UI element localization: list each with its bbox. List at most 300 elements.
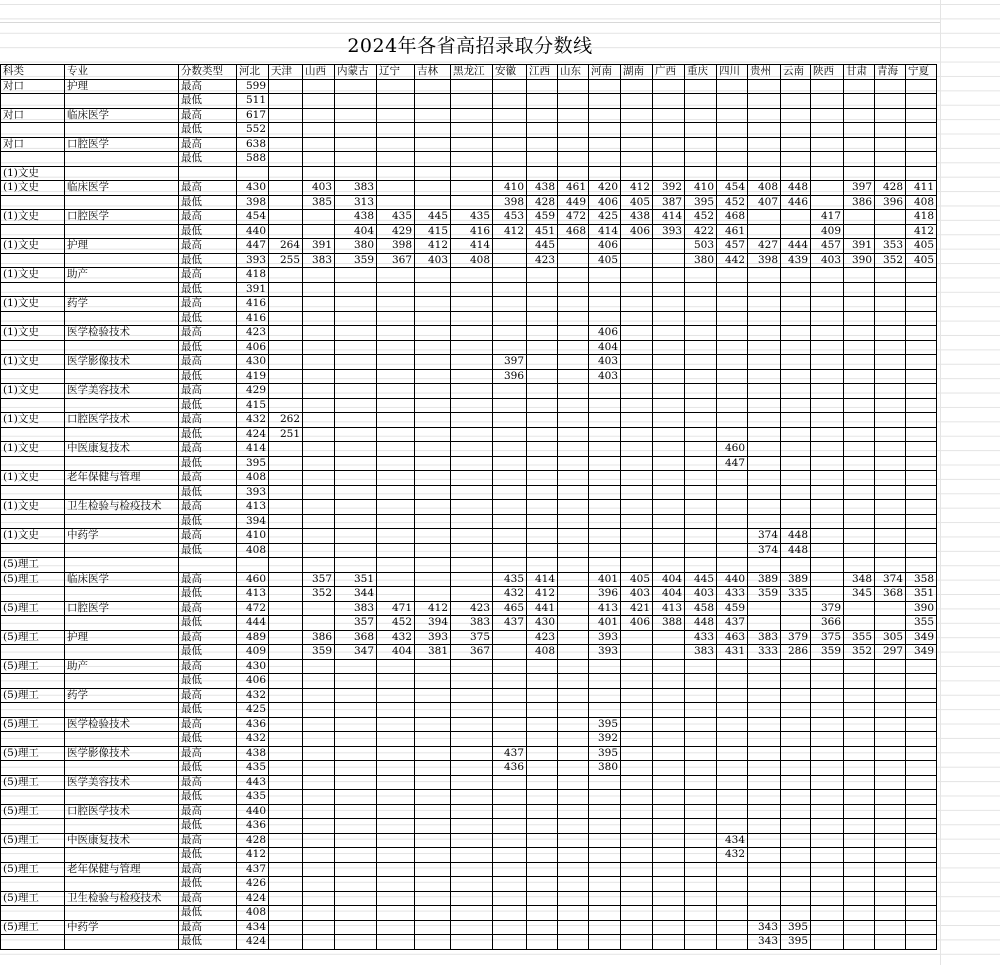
score-cell[interactable]: 394 <box>237 514 269 529</box>
score-cell[interactable] <box>844 500 875 515</box>
score-cell[interactable]: 383 <box>685 645 717 660</box>
score-cell[interactable] <box>377 268 415 283</box>
score-cell[interactable] <box>451 181 493 196</box>
score-cell[interactable] <box>875 282 906 297</box>
score-cell[interactable] <box>451 442 493 457</box>
score-cell[interactable] <box>653 79 685 94</box>
score-cell[interactable]: 472 <box>237 601 269 616</box>
score-cell[interactable] <box>844 688 875 703</box>
score-cell[interactable]: 414 <box>237 442 269 457</box>
score-type-cell[interactable]: 最高 <box>179 471 237 486</box>
score-cell[interactable] <box>781 790 811 805</box>
score-cell[interactable] <box>906 471 937 486</box>
score-cell[interactable]: 392 <box>653 181 685 196</box>
score-cell[interactable] <box>875 935 906 950</box>
score-cell[interactable]: 380 <box>335 239 377 254</box>
score-cell[interactable]: 423 <box>451 601 493 616</box>
category-cell[interactable] <box>1 819 65 834</box>
category-cell[interactable] <box>1 674 65 689</box>
score-cell[interactable]: 412 <box>906 224 937 239</box>
major-cell[interactable] <box>65 616 179 631</box>
score-cell[interactable] <box>269 775 303 790</box>
score-cell[interactable] <box>621 514 653 529</box>
score-cell[interactable] <box>269 877 303 892</box>
score-cell[interactable] <box>303 224 335 239</box>
score-cell[interactable]: 403 <box>811 253 844 268</box>
score-cell[interactable] <box>685 326 717 341</box>
score-cell[interactable]: 404 <box>335 224 377 239</box>
score-cell[interactable] <box>781 616 811 631</box>
score-cell[interactable] <box>589 268 621 283</box>
category-cell[interactable] <box>1 935 65 950</box>
score-cell[interactable]: 406 <box>589 326 621 341</box>
score-cell[interactable] <box>781 485 811 500</box>
score-cell[interactable] <box>685 94 717 109</box>
score-cell[interactable] <box>269 891 303 906</box>
score-cell[interactable] <box>811 297 844 312</box>
score-cell[interactable] <box>811 195 844 210</box>
score-cell[interactable] <box>377 326 415 341</box>
score-cell[interactable] <box>415 166 451 181</box>
score-cell[interactable]: 410 <box>237 529 269 544</box>
score-cell[interactable] <box>844 717 875 732</box>
score-cell[interactable] <box>451 485 493 500</box>
score-cell[interactable] <box>303 427 335 442</box>
score-cell[interactable]: 459 <box>717 601 748 616</box>
score-cell[interactable] <box>653 355 685 370</box>
score-cell[interactable] <box>621 906 653 921</box>
score-cell[interactable]: 442 <box>717 253 748 268</box>
score-cell[interactable] <box>875 427 906 442</box>
category-cell[interactable] <box>1 123 65 138</box>
score-cell[interactable]: 413 <box>653 601 685 616</box>
score-cell[interactable]: 460 <box>237 572 269 587</box>
score-cell[interactable] <box>415 717 451 732</box>
score-cell[interactable] <box>451 137 493 152</box>
score-cell[interactable]: 435 <box>377 210 415 225</box>
score-cell[interactable] <box>558 326 589 341</box>
score-cell[interactable] <box>748 369 781 384</box>
score-cell[interactable]: 390 <box>844 253 875 268</box>
score-cell[interactable] <box>269 326 303 341</box>
score-cell[interactable] <box>621 529 653 544</box>
score-cell[interactable] <box>303 210 335 225</box>
score-cell[interactable]: 408 <box>527 645 558 660</box>
score-cell[interactable] <box>558 297 589 312</box>
score-cell[interactable] <box>685 152 717 167</box>
score-cell[interactable] <box>303 906 335 921</box>
score-cell[interactable] <box>811 456 844 471</box>
score-cell[interactable] <box>558 384 589 399</box>
score-cell[interactable] <box>685 804 717 819</box>
score-cell[interactable] <box>269 311 303 326</box>
score-cell[interactable] <box>811 355 844 370</box>
score-cell[interactable] <box>415 123 451 138</box>
score-cell[interactable] <box>906 166 937 181</box>
score-cell[interactable] <box>558 471 589 486</box>
score-cell[interactable] <box>748 891 781 906</box>
score-cell[interactable]: 392 <box>589 732 621 747</box>
score-cell[interactable] <box>781 848 811 863</box>
score-cell[interactable]: 441 <box>527 601 558 616</box>
score-cell[interactable] <box>493 94 527 109</box>
score-cell[interactable] <box>717 906 748 921</box>
score-cell[interactable] <box>335 674 377 689</box>
score-cell[interactable] <box>653 775 685 790</box>
score-cell[interactable] <box>653 804 685 819</box>
score-cell[interactable]: 313 <box>335 195 377 210</box>
score-cell[interactable] <box>621 935 653 950</box>
score-cell[interactable] <box>906 862 937 877</box>
score-type-cell[interactable]: 最低 <box>179 311 237 326</box>
score-cell[interactable] <box>451 297 493 312</box>
major-cell[interactable] <box>65 732 179 747</box>
score-cell[interactable]: 393 <box>589 645 621 660</box>
score-cell[interactable]: 414 <box>451 239 493 254</box>
score-cell[interactable] <box>303 862 335 877</box>
score-cell[interactable] <box>415 195 451 210</box>
score-cell[interactable] <box>269 442 303 457</box>
score-cell[interactable] <box>717 311 748 326</box>
score-cell[interactable] <box>558 819 589 834</box>
score-cell[interactable] <box>527 108 558 123</box>
score-cell[interactable] <box>589 152 621 167</box>
score-cell[interactable] <box>685 674 717 689</box>
score-cell[interactable]: 408 <box>237 471 269 486</box>
score-cell[interactable] <box>558 398 589 413</box>
score-cell[interactable] <box>717 137 748 152</box>
score-type-cell[interactable]: 最高 <box>179 717 237 732</box>
score-cell[interactable] <box>906 775 937 790</box>
score-cell[interactable] <box>335 920 377 935</box>
score-type-cell[interactable] <box>179 558 237 573</box>
score-cell[interactable] <box>589 935 621 950</box>
major-cell[interactable]: 口腔医学 <box>65 210 179 225</box>
score-type-cell[interactable]: 最高 <box>179 601 237 616</box>
score-cell[interactable] <box>748 862 781 877</box>
score-cell[interactable] <box>303 79 335 94</box>
score-cell[interactable] <box>875 920 906 935</box>
score-cell[interactable] <box>748 166 781 181</box>
score-cell[interactable] <box>493 427 527 442</box>
score-cell[interactable]: 408 <box>748 181 781 196</box>
score-type-cell[interactable]: 最低 <box>179 877 237 892</box>
score-cell[interactable] <box>811 862 844 877</box>
score-cell[interactable]: 436 <box>237 717 269 732</box>
score-cell[interactable] <box>906 94 937 109</box>
score-cell[interactable]: 374 <box>875 572 906 587</box>
score-cell[interactable] <box>451 906 493 921</box>
score-cell[interactable] <box>303 268 335 283</box>
score-cell[interactable] <box>906 717 937 732</box>
score-cell[interactable] <box>621 166 653 181</box>
score-cell[interactable] <box>415 529 451 544</box>
major-cell[interactable] <box>65 703 179 718</box>
score-cell[interactable] <box>377 94 415 109</box>
major-cell[interactable] <box>65 94 179 109</box>
score-cell[interactable] <box>811 500 844 515</box>
score-cell[interactable] <box>335 862 377 877</box>
score-cell[interactable]: 448 <box>685 616 717 631</box>
score-cell[interactable] <box>748 427 781 442</box>
score-cell[interactable] <box>781 891 811 906</box>
score-cell[interactable] <box>335 848 377 863</box>
score-cell[interactable] <box>377 746 415 761</box>
score-cell[interactable] <box>377 732 415 747</box>
score-cell[interactable] <box>303 500 335 515</box>
column-header[interactable]: 贵州 <box>748 65 781 80</box>
score-cell[interactable] <box>415 833 451 848</box>
score-cell[interactable] <box>335 108 377 123</box>
score-cell[interactable] <box>451 833 493 848</box>
score-cell[interactable] <box>906 877 937 892</box>
score-cell[interactable] <box>493 688 527 703</box>
score-type-cell[interactable]: 最高 <box>179 137 237 152</box>
score-cell[interactable]: 588 <box>237 152 269 167</box>
category-cell[interactable]: (1)文史 <box>1 326 65 341</box>
score-cell[interactable] <box>906 413 937 428</box>
score-cell[interactable] <box>589 804 621 819</box>
score-cell[interactable]: 414 <box>653 210 685 225</box>
score-type-cell[interactable]: 最低 <box>179 152 237 167</box>
score-cell[interactable]: 432 <box>493 587 527 602</box>
score-cell[interactable] <box>269 688 303 703</box>
category-cell[interactable]: (1)文史 <box>1 529 65 544</box>
score-cell[interactable]: 398 <box>748 253 781 268</box>
score-cell[interactable] <box>303 485 335 500</box>
score-cell[interactable]: 433 <box>685 630 717 645</box>
score-cell[interactable] <box>653 558 685 573</box>
major-cell[interactable] <box>65 456 179 471</box>
score-cell[interactable]: 430 <box>527 616 558 631</box>
score-cell[interactable] <box>844 659 875 674</box>
score-cell[interactable]: 353 <box>875 239 906 254</box>
score-cell[interactable] <box>269 195 303 210</box>
score-cell[interactable] <box>906 819 937 834</box>
score-cell[interactable] <box>875 166 906 181</box>
score-cell[interactable] <box>493 456 527 471</box>
score-cell[interactable] <box>493 833 527 848</box>
score-cell[interactable]: 423 <box>527 630 558 645</box>
score-cell[interactable] <box>844 456 875 471</box>
score-cell[interactable]: 358 <box>906 572 937 587</box>
score-cell[interactable] <box>748 558 781 573</box>
score-cell[interactable] <box>653 239 685 254</box>
score-cell[interactable] <box>844 326 875 341</box>
category-cell[interactable]: (5)理工 <box>1 688 65 703</box>
score-cell[interactable]: 383 <box>748 630 781 645</box>
score-cell[interactable] <box>717 268 748 283</box>
score-cell[interactable] <box>685 369 717 384</box>
score-cell[interactable]: 404 <box>653 572 685 587</box>
score-cell[interactable] <box>748 833 781 848</box>
score-cell[interactable] <box>303 529 335 544</box>
score-cell[interactable] <box>493 514 527 529</box>
score-cell[interactable] <box>811 848 844 863</box>
score-cell[interactable] <box>653 442 685 457</box>
score-cell[interactable] <box>335 833 377 848</box>
column-header[interactable]: 宁夏 <box>906 65 937 80</box>
score-cell[interactable]: 432 <box>377 630 415 645</box>
score-cell[interactable] <box>621 485 653 500</box>
score-cell[interactable]: 416 <box>451 224 493 239</box>
score-type-cell[interactable]: 最高 <box>179 297 237 312</box>
score-cell[interactable] <box>875 268 906 283</box>
score-cell[interactable]: 413 <box>237 587 269 602</box>
score-cell[interactable] <box>589 500 621 515</box>
score-cell[interactable] <box>906 137 937 152</box>
score-cell[interactable] <box>844 833 875 848</box>
score-cell[interactable] <box>415 848 451 863</box>
score-cell[interactable] <box>269 616 303 631</box>
score-cell[interactable] <box>269 355 303 370</box>
score-cell[interactable]: 355 <box>906 616 937 631</box>
score-type-cell[interactable]: 最低 <box>179 935 237 950</box>
score-cell[interactable] <box>653 630 685 645</box>
score-cell[interactable] <box>335 123 377 138</box>
category-cell[interactable]: (5)理工 <box>1 862 65 877</box>
major-cell[interactable]: 中药学 <box>65 529 179 544</box>
score-cell[interactable] <box>717 166 748 181</box>
score-cell[interactable] <box>748 616 781 631</box>
score-cell[interactable]: 459 <box>527 210 558 225</box>
score-cell[interactable] <box>621 398 653 413</box>
score-cell[interactable] <box>377 108 415 123</box>
score-cell[interactable] <box>621 877 653 892</box>
score-cell[interactable] <box>717 326 748 341</box>
score-cell[interactable] <box>377 833 415 848</box>
score-cell[interactable] <box>621 471 653 486</box>
score-cell[interactable] <box>844 935 875 950</box>
score-cell[interactable] <box>748 775 781 790</box>
score-cell[interactable] <box>269 746 303 761</box>
score-cell[interactable] <box>717 558 748 573</box>
score-cell[interactable] <box>377 674 415 689</box>
score-cell[interactable] <box>685 442 717 457</box>
score-cell[interactable]: 460 <box>717 442 748 457</box>
score-cell[interactable] <box>875 616 906 631</box>
score-cell[interactable] <box>844 761 875 776</box>
score-cell[interactable] <box>621 384 653 399</box>
score-cell[interactable] <box>493 239 527 254</box>
score-cell[interactable] <box>844 485 875 500</box>
score-cell[interactable] <box>589 703 621 718</box>
category-cell[interactable]: (1)文史 <box>1 442 65 457</box>
score-cell[interactable] <box>527 152 558 167</box>
score-cell[interactable]: 445 <box>527 239 558 254</box>
score-cell[interactable]: 251 <box>269 427 303 442</box>
score-cell[interactable] <box>589 529 621 544</box>
category-cell[interactable]: (5)理工 <box>1 572 65 587</box>
score-cell[interactable] <box>415 94 451 109</box>
category-cell[interactable]: (1)文史 <box>1 500 65 515</box>
score-cell[interactable] <box>844 804 875 819</box>
score-cell[interactable]: 463 <box>717 630 748 645</box>
score-cell[interactable] <box>748 688 781 703</box>
score-cell[interactable] <box>653 398 685 413</box>
score-cell[interactable]: 416 <box>237 297 269 312</box>
score-cell[interactable]: 383 <box>335 181 377 196</box>
score-cell[interactable] <box>269 340 303 355</box>
score-cell[interactable] <box>653 833 685 848</box>
score-cell[interactable]: 352 <box>303 587 335 602</box>
category-cell[interactable]: (5)理工 <box>1 833 65 848</box>
major-cell[interactable]: 口腔医学 <box>65 601 179 616</box>
score-cell[interactable] <box>377 369 415 384</box>
score-cell[interactable] <box>415 659 451 674</box>
score-cell[interactable] <box>844 384 875 399</box>
score-cell[interactable] <box>844 268 875 283</box>
score-cell[interactable] <box>875 862 906 877</box>
score-cell[interactable]: 389 <box>781 572 811 587</box>
score-cell[interactable] <box>717 688 748 703</box>
score-cell[interactable] <box>527 166 558 181</box>
score-cell[interactable] <box>811 108 844 123</box>
score-cell[interactable] <box>717 862 748 877</box>
score-cell[interactable] <box>589 123 621 138</box>
score-cell[interactable]: 452 <box>377 616 415 631</box>
score-cell[interactable] <box>781 456 811 471</box>
score-cell[interactable] <box>415 688 451 703</box>
score-cell[interactable]: 408 <box>237 906 269 921</box>
major-cell[interactable]: 卫生检验与检疫技术 <box>65 500 179 515</box>
score-cell[interactable] <box>269 703 303 718</box>
score-cell[interactable] <box>906 398 937 413</box>
score-cell[interactable]: 335 <box>781 587 811 602</box>
category-cell[interactable] <box>1 253 65 268</box>
score-cell[interactable] <box>589 471 621 486</box>
score-type-cell[interactable]: 最高 <box>179 108 237 123</box>
score-cell[interactable] <box>685 384 717 399</box>
score-cell[interactable] <box>811 485 844 500</box>
score-cell[interactable] <box>875 717 906 732</box>
major-cell[interactable]: 医学美容技术 <box>65 384 179 399</box>
score-type-cell[interactable]: 最高 <box>179 775 237 790</box>
score-cell[interactable]: 412 <box>493 224 527 239</box>
score-cell[interactable]: 403 <box>303 181 335 196</box>
score-cell[interactable] <box>653 877 685 892</box>
score-cell[interactable]: 412 <box>415 239 451 254</box>
score-cell[interactable]: 424 <box>237 891 269 906</box>
score-cell[interactable] <box>653 166 685 181</box>
score-cell[interactable] <box>748 456 781 471</box>
score-cell[interactable] <box>844 616 875 631</box>
score-cell[interactable] <box>269 224 303 239</box>
score-cell[interactable]: 409 <box>811 224 844 239</box>
score-cell[interactable]: 395 <box>589 717 621 732</box>
score-cell[interactable] <box>527 297 558 312</box>
score-cell[interactable] <box>415 500 451 515</box>
score-cell[interactable]: 429 <box>377 224 415 239</box>
score-cell[interactable] <box>451 543 493 558</box>
score-cell[interactable]: 406 <box>237 340 269 355</box>
score-cell[interactable] <box>653 282 685 297</box>
score-cell[interactable] <box>685 166 717 181</box>
score-cell[interactable] <box>527 790 558 805</box>
score-type-cell[interactable]: 最低 <box>179 761 237 776</box>
score-cell[interactable] <box>303 369 335 384</box>
score-cell[interactable] <box>451 355 493 370</box>
score-cell[interactable] <box>685 703 717 718</box>
score-cell[interactable] <box>493 123 527 138</box>
score-cell[interactable] <box>621 297 653 312</box>
score-cell[interactable] <box>451 587 493 602</box>
score-cell[interactable] <box>377 152 415 167</box>
score-type-cell[interactable]: 最低 <box>179 848 237 863</box>
score-type-cell[interactable]: 最高 <box>179 688 237 703</box>
score-cell[interactable] <box>781 471 811 486</box>
score-cell[interactable]: 403 <box>589 369 621 384</box>
